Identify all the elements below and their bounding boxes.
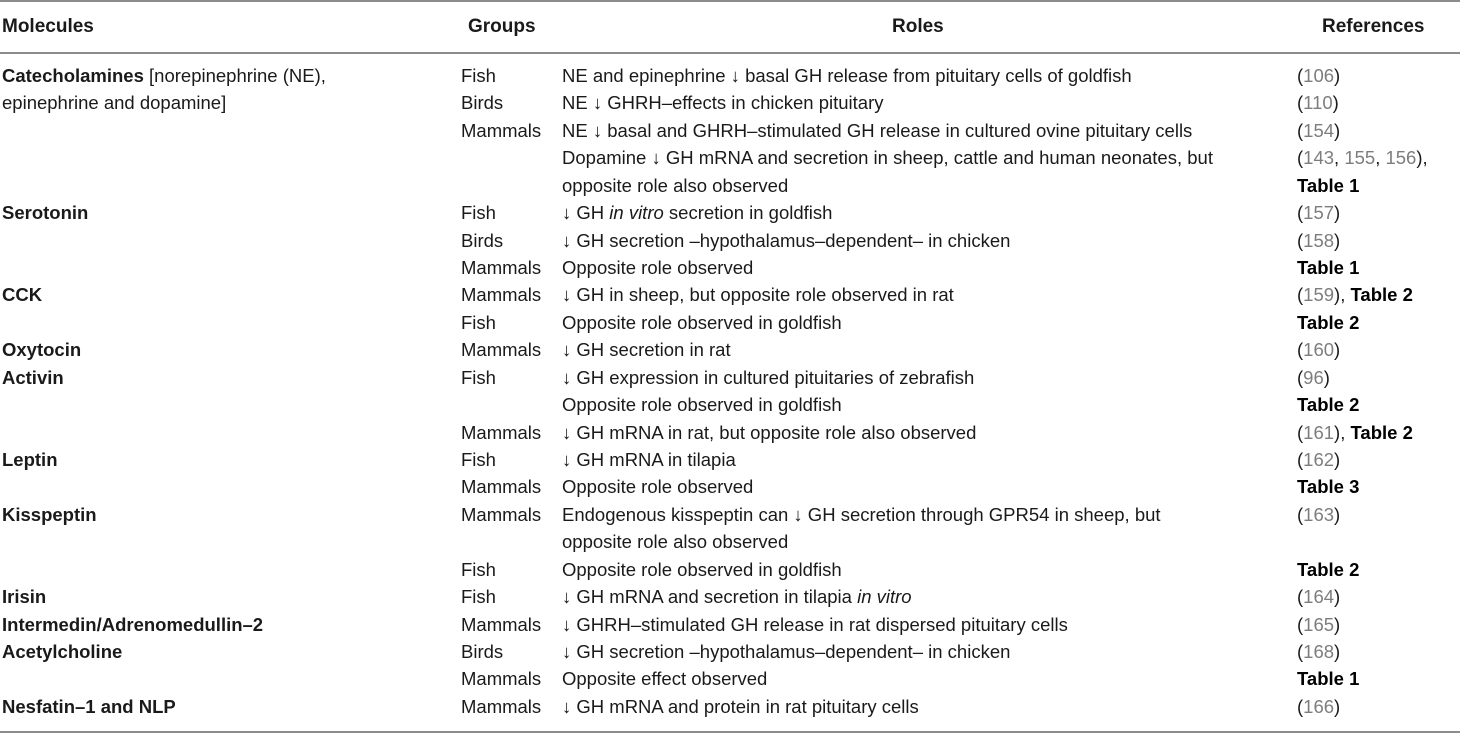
citation-punct: ( (1297, 65, 1304, 86)
citation-punct: ( (1297, 641, 1304, 663)
citation-punct: , (1334, 147, 1345, 169)
molecule-name (2, 611, 263, 639)
group-cell: Mammals (461, 503, 542, 525)
group-cell: Mammals (461, 119, 542, 141)
citation-punct: ( (1297, 613, 1304, 635)
molecule-label: Serotonin (2, 202, 89, 224)
table-reference[interactable]: Table 2 (1297, 394, 1360, 416)
citation-punct: ( (1297, 147, 1304, 169)
citation-punct: ( (1297, 284, 1304, 306)
group-cell: Birds (461, 229, 504, 251)
molecule-name (2, 501, 97, 529)
reference-cell (1297, 336, 1340, 364)
table-reference[interactable]: Table 3 (1297, 476, 1360, 498)
citation-number[interactable]: 143 (1303, 147, 1335, 169)
citation-punct: , (1375, 147, 1386, 169)
molecule-label: Nesfatin–1 and NLP (2, 695, 176, 717)
citation-punct: ), (1334, 421, 1351, 443)
group-cell: Mammals (461, 476, 542, 498)
role-cell: ↓ GH secretion in rat (562, 339, 731, 361)
group-cell: Mammals (461, 284, 542, 306)
citation-punct: ( (1297, 339, 1304, 361)
table-reference[interactable]: Table 1 (1297, 668, 1360, 690)
role-cell: ↓ GH secretion –hypothalamus–dependent– in chicken (562, 229, 1011, 251)
group-cell: Mammals (461, 695, 542, 717)
citation-punct: ) (1334, 613, 1341, 635)
group-cell: Fish (461, 202, 496, 224)
table-reference[interactable]: Table 2 (1297, 311, 1360, 333)
molecule-label: Leptin (2, 449, 58, 471)
citation-punct: ( (1297, 366, 1304, 388)
molecule-label: Kisspeptin (2, 503, 97, 525)
reference-cell (1297, 172, 1359, 200)
citation-number[interactable]: 158 (1303, 229, 1335, 251)
reference-cell (1297, 144, 1428, 172)
citation-punct: ( (1297, 586, 1304, 608)
citation-punct: ) (1334, 641, 1341, 663)
citation-punct: ( (1297, 695, 1304, 717)
header-rule (0, 52, 1460, 54)
reference-cell (1297, 62, 1340, 90)
reference-cell (1297, 227, 1340, 255)
header-references: References (1322, 16, 1425, 37)
citation-number[interactable]: 157 (1303, 202, 1335, 224)
reference-cell (1297, 117, 1340, 145)
citation-punct: ) (1334, 202, 1341, 224)
citation-number[interactable]: 96 (1303, 366, 1324, 388)
header-groups: Groups (468, 16, 536, 37)
citation-punct: ) (1334, 503, 1341, 525)
citation-number[interactable]: 164 (1303, 586, 1335, 608)
group-cell: Mammals (461, 668, 542, 690)
role-cell: NE ↓ basal and GHRH–stimulated GH release in cultured ovine pituitary cells (562, 119, 1193, 141)
citation-punct: ) (1334, 119, 1341, 141)
role-cell: ↓ GH mRNA and secretion in tilapia in vitro (562, 586, 912, 608)
citation-number[interactable]: 155 (1344, 147, 1376, 169)
molecule-name (2, 62, 326, 90)
reference-cell (1297, 309, 1359, 337)
citation-number[interactable]: 110 (1303, 92, 1333, 114)
group-cell: Fish (461, 366, 496, 388)
citation-punct: ( (1297, 229, 1304, 251)
molecule-name (2, 583, 46, 611)
reference-cell (1297, 391, 1359, 419)
citation-punct: ) (1334, 65, 1341, 86)
group-cell: Fish (461, 586, 496, 608)
molecule-name (2, 638, 122, 666)
role-cell: Endogenous kisspeptin can ↓ GH secretion through GPR54 in sheep, but (562, 503, 1161, 525)
molecule-label: Irisin (2, 586, 47, 608)
molecule-name (2, 364, 64, 392)
citation-number[interactable]: 166 (1303, 695, 1335, 717)
reference-cell (1297, 611, 1340, 639)
table-reference[interactable]: Table 2 (1350, 284, 1413, 306)
role-cell: ↓ GH mRNA in rat, but opposite role also observed (562, 421, 977, 443)
role-cell: ↓ GH in vitro secretion in goldfish (562, 202, 833, 224)
citation-number[interactable]: 163 (1303, 503, 1335, 525)
group-cell: Birds (461, 92, 504, 114)
reference-cell (1297, 199, 1340, 227)
citation-punct: ( (1297, 421, 1304, 443)
citation-number[interactable]: 165 (1303, 613, 1335, 635)
citation-number[interactable]: 154 (1303, 119, 1335, 141)
role-cell: Dopamine ↓ GH mRNA and secretion in sheep, cattle and human neonates, but (562, 147, 1213, 169)
molecule-label: CCK (2, 284, 43, 306)
reference-cell (1297, 693, 1340, 721)
citation-punct: ), (1416, 147, 1428, 169)
table-reference[interactable]: Table 2 (1297, 558, 1360, 580)
molecule-label: Acetylcholine (2, 641, 123, 663)
molecule-name (2, 693, 176, 721)
reference-cell (1297, 281, 1413, 309)
citation-number[interactable]: 160 (1303, 339, 1335, 361)
reference-cell (1297, 254, 1359, 282)
citation-number[interactable]: 106 (1303, 65, 1335, 86)
molecule-label: Catecholamines (2, 65, 144, 86)
reference-cell (1297, 665, 1359, 693)
citation-punct: ( (1297, 503, 1304, 525)
citation-number[interactable]: 168 (1303, 641, 1335, 663)
citation-punct: ) (1334, 695, 1341, 717)
top-rule (0, 0, 1460, 2)
molecule-label: Activin (2, 366, 64, 388)
role-cell: ↓ GHRH–stimulated GH release in rat dispersed pituitary cells (562, 613, 1068, 635)
group-cell: Mammals (461, 613, 542, 635)
role-cell: ↓ GH expression in cultured pituitaries of zebrafish (562, 366, 975, 388)
citation-punct: ) (1332, 92, 1339, 114)
reference-cell (1297, 473, 1359, 501)
molecule-detail: [norepinephrine (NE), (143, 65, 326, 86)
group-cell: Fish (461, 311, 496, 333)
group-cell: Fish (461, 558, 496, 580)
group-cell: Birds (461, 641, 504, 663)
citation-punct: ( (1297, 202, 1304, 224)
molecule-name (2, 446, 58, 474)
role-cell: Opposite effect observed (562, 668, 768, 690)
molecule-name (2, 199, 88, 227)
citation-punct: ( (1297, 92, 1304, 114)
reference-cell (1297, 364, 1330, 392)
molecule-name (2, 89, 226, 117)
reference-cell (1297, 501, 1340, 529)
citation-punct: ) (1323, 366, 1330, 388)
group-cell: Mammals (461, 257, 542, 278)
group-cell: Mammals (461, 339, 542, 361)
table-reference[interactable]: Table 2 (1350, 421, 1413, 443)
citation-punct: ) (1334, 586, 1341, 608)
table-reference[interactable]: Table 1 (1297, 174, 1360, 196)
header-roles: Roles (892, 16, 944, 37)
role-cell: NE ↓ GHRH–effects in chicken pituitary (562, 92, 884, 114)
citation-number[interactable]: 156 (1385, 147, 1417, 169)
molecule-label: Intermedin/Adrenomedullin–2 (2, 613, 264, 635)
citation-punct: ), (1334, 284, 1351, 306)
table-reference[interactable]: Table 1 (1297, 257, 1360, 278)
role-cell: ↓ GH secretion –hypothalamus–dependent– in chicken (562, 641, 1011, 663)
role-cell: Opposite role observed in goldfish (562, 311, 842, 333)
molecule-name (2, 281, 42, 309)
role-cell: opposite role also observed (562, 531, 789, 553)
role-cell: Opposite role observed in goldfish (562, 558, 842, 580)
group-cell: Mammals (461, 421, 542, 443)
header-molecules: Molecules (2, 16, 94, 37)
molecule-detail: epinephrine and dopamine] (2, 92, 227, 114)
role-cell: Opposite role observed (562, 257, 754, 278)
citation-punct: ) (1334, 449, 1341, 471)
role-cell: opposite role also observed (562, 174, 789, 196)
reference-cell (1297, 446, 1340, 474)
group-cell: Fish (461, 449, 496, 471)
citation-punct: ) (1334, 339, 1341, 361)
reference-cell (1297, 556, 1359, 584)
citation-number[interactable]: 159 (1303, 284, 1335, 306)
role-cell: Opposite role observed (562, 476, 754, 498)
citation-punct: ( (1297, 119, 1304, 141)
reference-cell (1297, 638, 1340, 666)
molecule-label: Oxytocin (2, 339, 82, 361)
citation-number[interactable]: 161 (1303, 421, 1335, 443)
reference-cell (1297, 89, 1339, 117)
citation-number[interactable]: 162 (1303, 449, 1335, 471)
citation-punct: ( (1297, 449, 1304, 471)
reference-cell (1297, 419, 1413, 447)
molecule-name (2, 336, 81, 364)
group-cell: Fish (461, 65, 496, 86)
role-cell: Opposite role observed in goldfish (562, 394, 842, 416)
role-cell: ↓ GH mRNA and protein in rat pituitary cells (562, 695, 919, 717)
role-cell: ↓ GH mRNA in tilapia (562, 449, 736, 471)
reference-cell (1297, 583, 1340, 611)
role-cell: NE and epinephrine ↓ basal GH release from pituitary cells of goldfish (562, 65, 1132, 86)
role-cell: ↓ GH in sheep, but opposite role observed in rat (562, 284, 954, 306)
citation-punct: ) (1334, 229, 1341, 251)
